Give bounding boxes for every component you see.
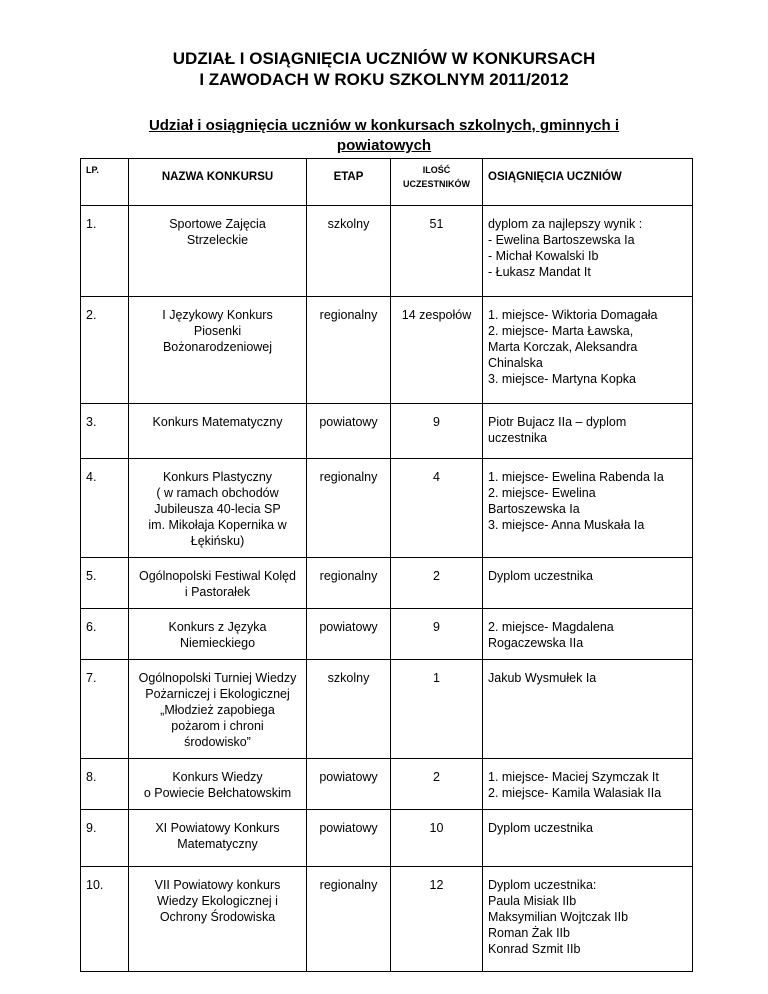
cell-achievements-line: Jakub Wysmułek Ia (488, 671, 597, 685)
cell-name (129, 297, 307, 404)
cell-achievements-line: 1. miejsce- Maciej Szymczak It (488, 770, 659, 784)
cell-achievements-line: Marta Korczak, Aleksandra (488, 340, 638, 354)
cell-name-line: Ogólnopolski Festiwal Kolęd (138, 569, 297, 583)
cell-name (129, 759, 307, 810)
cell-lp: 6. (81, 609, 129, 660)
cell-achievements (483, 206, 693, 297)
cell-achievements (483, 558, 693, 609)
cell-count: 12 (391, 867, 483, 972)
cell-stage: szkolny (307, 206, 391, 297)
subtitle-line-2: powiatowych (336, 137, 432, 154)
cell-achievements (483, 404, 693, 459)
cell-name-line: Łękińsku) (190, 534, 245, 548)
cell-achievements-line: Maksymilian Wojtczak IIb (488, 910, 629, 924)
cell-lp: 1. (81, 206, 129, 297)
cell-achievements-line: 1. miejsce- Ewelina Rabenda Ia (488, 470, 664, 484)
cell-achievements (483, 459, 693, 558)
cell-achievements (483, 660, 693, 759)
cell-stage: powiatowy (307, 759, 391, 810)
cell-name-line: im. Mikołaja Kopernika w (148, 518, 287, 532)
cell-achievements-line: 2. miejsce- Magdalena (488, 620, 614, 634)
cell-name-line: Wiedzy Ekologicznej i (157, 894, 278, 908)
cell-achievements-line: Konrad Szmit IIb (488, 942, 581, 956)
cell-name-line: Niemieckiego (179, 636, 256, 650)
cell-achievements-line: Rogaczewska IIa (488, 636, 584, 650)
cell-name-line: Konkurs Matematyczny (152, 415, 283, 429)
cell-name (129, 206, 307, 297)
cell-name-line: Matematyczny (177, 837, 258, 851)
cell-lp: 4. (81, 459, 129, 558)
header-stage: ETAP (307, 159, 391, 206)
cell-achievements-line: - Łukasz Mandat It (488, 265, 591, 279)
cell-lp: 9. (81, 810, 129, 867)
table-row (81, 810, 693, 867)
cell-achievements-line: Dyplom uczestnika (488, 821, 593, 835)
cell-name-line: Bożonarodzeniowej (162, 340, 273, 354)
cell-stage: szkolny (307, 660, 391, 759)
table-header-row (81, 159, 693, 206)
cell-count: 4 (391, 459, 483, 558)
cell-achievements-line: Bartoszewska Ia (488, 502, 580, 516)
cell-achievements-line: 2. miejsce- Marta Ławska, (488, 324, 634, 338)
cell-achievements-line: 3. miejsce- Anna Muskała Ia (488, 518, 645, 532)
header-name: NAZWA KONKURSU (129, 159, 307, 206)
section-heading (100, 116, 668, 156)
cell-stage: regionalny (307, 867, 391, 972)
cell-name-line: Ochrony Środowiska (159, 910, 276, 924)
header-count-line-2: UCZESTNIKÓW (403, 179, 470, 189)
cell-stage: regionalny (307, 459, 391, 558)
cell-stage: powiatowy (307, 404, 391, 459)
cell-achievements-line: Dyplom uczestnika (488, 569, 593, 583)
cell-name-line: I Językowy Konkurs (162, 308, 273, 322)
subtitle-line-1: Udział i osiągnięcia uczniów w konkursach szkolnych, gminnych i (148, 117, 620, 134)
cell-lp: 8. (81, 759, 129, 810)
cell-name-line: VII Powiatowy konkurs (154, 878, 281, 892)
cell-achievements-line: - Ewelina Bartoszewska Ia (488, 233, 635, 247)
cell-lp: 10. (81, 867, 129, 972)
cell-lp: 5. (81, 558, 129, 609)
cell-name-line: XI Powiatowy Konkurs (155, 821, 280, 835)
cell-achievements (483, 867, 693, 972)
table-body (81, 206, 693, 972)
cell-count: 14 zespołów (391, 297, 483, 404)
cell-name (129, 867, 307, 972)
cell-count: 1 (391, 660, 483, 759)
table-row (81, 459, 693, 558)
cell-name (129, 810, 307, 867)
header-count (391, 159, 483, 206)
cell-lp: 2. (81, 297, 129, 404)
cell-name-line: o Powiecie Bełchatowskim (143, 786, 292, 800)
table-row (81, 206, 693, 297)
cell-achievements (483, 810, 693, 867)
header-achievements: OSIĄGNIĘCIA UCZNIÓW (483, 159, 693, 206)
cell-count: 9 (391, 609, 483, 660)
cell-name-line: pożarom i chroni (171, 719, 264, 733)
cell-name (129, 459, 307, 558)
cell-name-line: Strzeleckie (186, 233, 249, 247)
cell-name-line: i Pastorałek (184, 585, 251, 599)
cell-name (129, 660, 307, 759)
cell-achievements-line: Chinalska (488, 356, 543, 370)
title-line-1: UDZIAŁ I OSIĄGNIĘCIA UCZNIÓW W KONKURSACH (172, 49, 596, 68)
cell-stage: regionalny (307, 297, 391, 404)
cell-count: 10 (391, 810, 483, 867)
cell-achievements-line: Paula Misiak IIb (488, 894, 577, 908)
cell-achievements-line: Dyplom uczestnika: (488, 878, 597, 892)
cell-stage: regionalny (307, 558, 391, 609)
cell-name (129, 609, 307, 660)
cell-lp: 7. (81, 660, 129, 759)
cell-achievements-line: 2. miejsce- Ewelina (488, 486, 596, 500)
cell-achievements (483, 297, 693, 404)
cell-name-line: „Młodzież zapobiega (160, 703, 275, 717)
document-title (0, 48, 768, 90)
cell-name-line: Konkurs Plastyczny (162, 470, 273, 484)
table-row (81, 660, 693, 759)
cell-name (129, 558, 307, 609)
header-count-line-1: ILOŚĆ (422, 165, 451, 175)
cell-achievements-line: - Michał Kowalski Ib (488, 249, 599, 263)
cell-name-line: środowisko” (184, 735, 251, 749)
cell-achievements (483, 759, 693, 810)
table-row (81, 558, 693, 609)
cell-name-line: Konkurs z Języka (168, 620, 267, 634)
table-row (81, 297, 693, 404)
cell-name-line: Sportowe Zajęcia (169, 217, 266, 231)
cell-count: 2 (391, 558, 483, 609)
cell-achievements-line: Roman Żak IIb (488, 926, 570, 940)
title-line-2: I ZAWODACH W ROKU SZKOLNYM 2011/2012 (199, 70, 569, 89)
header-lp: LP. (81, 159, 129, 206)
cell-achievements (483, 609, 693, 660)
table-row (81, 759, 693, 810)
table-row (81, 404, 693, 459)
cell-name-line: Pożarniczej i Ekologicznej (145, 687, 290, 701)
cell-name-line: Piosenki (193, 324, 242, 338)
cell-lp: 3. (81, 404, 129, 459)
cell-count: 9 (391, 404, 483, 459)
cell-name (129, 404, 307, 459)
cell-count: 2 (391, 759, 483, 810)
table-row (81, 609, 693, 660)
table-row (81, 867, 693, 972)
cell-achievements-line: Piotr Bujacz IIa – dyplom (488, 415, 627, 429)
cell-achievements-line: 3. miejsce- Martyna Kopka (488, 372, 636, 386)
cell-achievements-line: 2. miejsce- Kamila Walasiak IIa (488, 786, 662, 800)
cell-achievements-line: 1. miejsce- Wiktoria Domagała (488, 308, 658, 322)
cell-name-line: Ogólnopolski Turniej Wiedzy (138, 671, 297, 685)
cell-achievements-line: uczestnika (488, 431, 548, 445)
cell-name-line: ( w ramach obchodów (156, 486, 279, 500)
competitions-table (80, 158, 693, 972)
cell-stage: powiatowy (307, 609, 391, 660)
cell-stage: powiatowy (307, 810, 391, 867)
cell-count: 51 (391, 206, 483, 297)
cell-name-line: Konkurs Wiedzy (172, 770, 263, 784)
cell-achievements-line: dyplom za najlepszy wynik : (488, 217, 643, 231)
cell-name-line: Jubileusza 40-lecia SP (154, 502, 281, 516)
